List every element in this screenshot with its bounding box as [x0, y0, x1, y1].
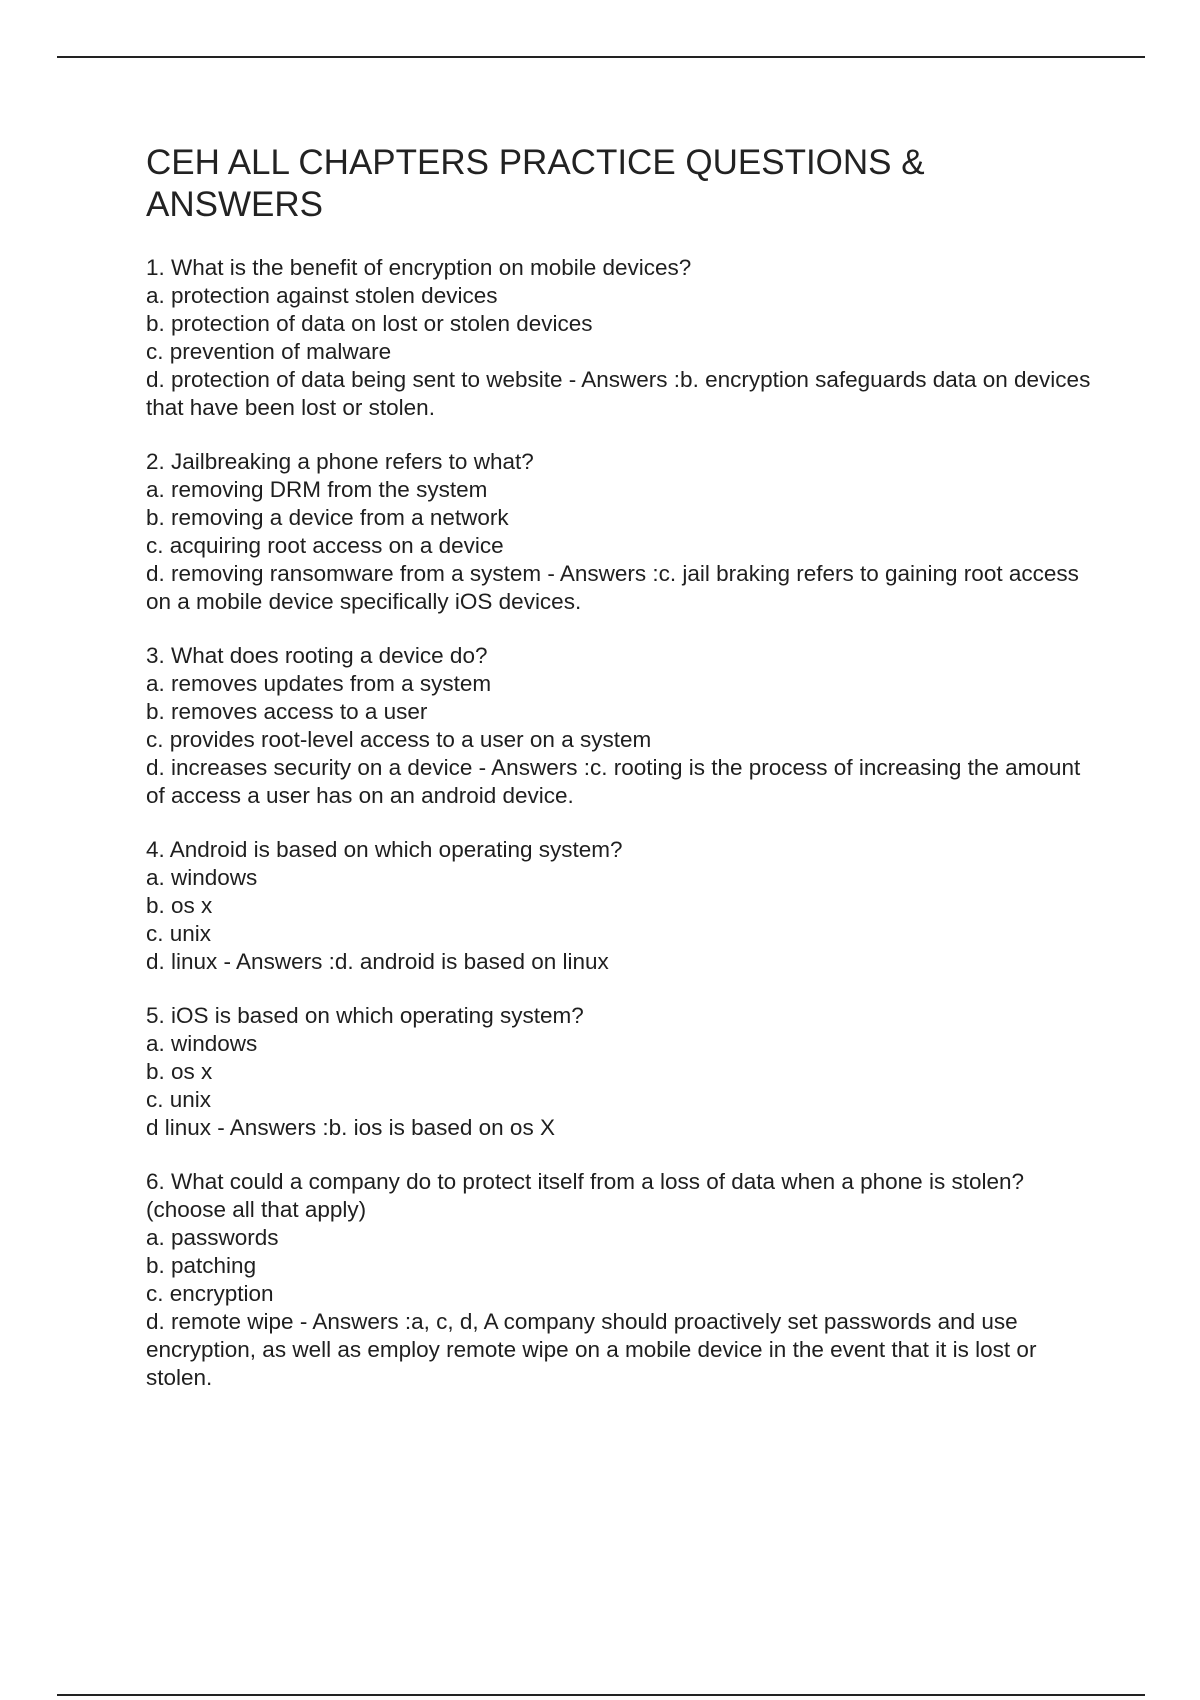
answer-option: c. provides root-level access to a user on a system	[146, 727, 652, 752]
answer-option: c. unix	[146, 1087, 212, 1112]
question-prompt: 2. Jailbreaking a phone refers to what?	[146, 449, 534, 474]
question-prompt: 6. What could a company do to protect itself from a loss of data when a phone is stolen? (choose all that apply)	[146, 1169, 1024, 1222]
answer-option: b. removes access to a user	[146, 699, 428, 724]
top-rule	[57, 56, 1145, 58]
answer-option-with-answer: d. protection of data being sent to website - Answers :b. encryption safeguards data on devices that have been lost or stolen.	[146, 367, 1091, 420]
answer-option-with-answer: d. remote wipe - Answers :a, c, d, A company should proactively set passwords and use encryption, as well as employ remote wipe on a mobile device in the event that it is lost or stolen.	[146, 1309, 1037, 1390]
answer-option: a. removing DRM from the system	[146, 477, 488, 502]
question-prompt: 1. What is the benefit of encryption on mobile devices?	[146, 255, 692, 280]
answer-option: b. removing a device from a network	[146, 505, 509, 530]
question-5	[146, 1002, 1096, 1142]
question-prompt: 3. What does rooting a device do?	[146, 643, 488, 668]
question-prompt: 4. Android is based on which operating system?	[146, 837, 623, 862]
answer-option: c. unix	[146, 921, 212, 946]
answer-option: b. protection of data on lost or stolen devices	[146, 311, 593, 336]
question-prompt: 5. iOS is based on which operating system?	[146, 1003, 584, 1028]
document-title: CEH ALL CHAPTERS PRACTICE QUESTIONS & ANSWERS	[146, 143, 925, 224]
answer-option: a. protection against stolen devices	[146, 283, 498, 308]
answer-option: a. removes updates from a system	[146, 671, 492, 696]
answer-option: a. windows	[146, 865, 258, 890]
answer-option: a. windows	[146, 1031, 258, 1056]
answer-option: b. os x	[146, 1059, 213, 1084]
answer-option: b. patching	[146, 1253, 257, 1278]
question-3	[146, 642, 1096, 810]
question-list	[146, 254, 1096, 1392]
question-4	[146, 836, 1096, 976]
bottom-rule	[57, 1694, 1145, 1696]
document-body	[146, 142, 1096, 1418]
answer-option: c. prevention of malware	[146, 339, 392, 364]
answer-option-with-answer: d. increases security on a device - Answers :c. rooting is the process of increasing the amount of access a user has on an android device.	[146, 755, 1081, 808]
answer-option-with-answer: d. linux - Answers :d. android is based on linux	[146, 949, 609, 974]
answer-option: a. passwords	[146, 1225, 279, 1250]
question-1	[146, 254, 1096, 422]
answer-option: c. encryption	[146, 1281, 274, 1306]
answer-option: c. acquiring root access on a device	[146, 533, 504, 558]
answer-option: b. os x	[146, 893, 213, 918]
question-6	[146, 1168, 1096, 1392]
answer-option-with-answer: d. removing ransomware from a system - Answers :c. jail braking refers to gaining root access on a mobile device specifically iOS devices.	[146, 561, 1079, 614]
answer-option-with-answer: d linux - Answers :b. ios is based on os X	[146, 1115, 555, 1140]
question-2	[146, 448, 1096, 616]
